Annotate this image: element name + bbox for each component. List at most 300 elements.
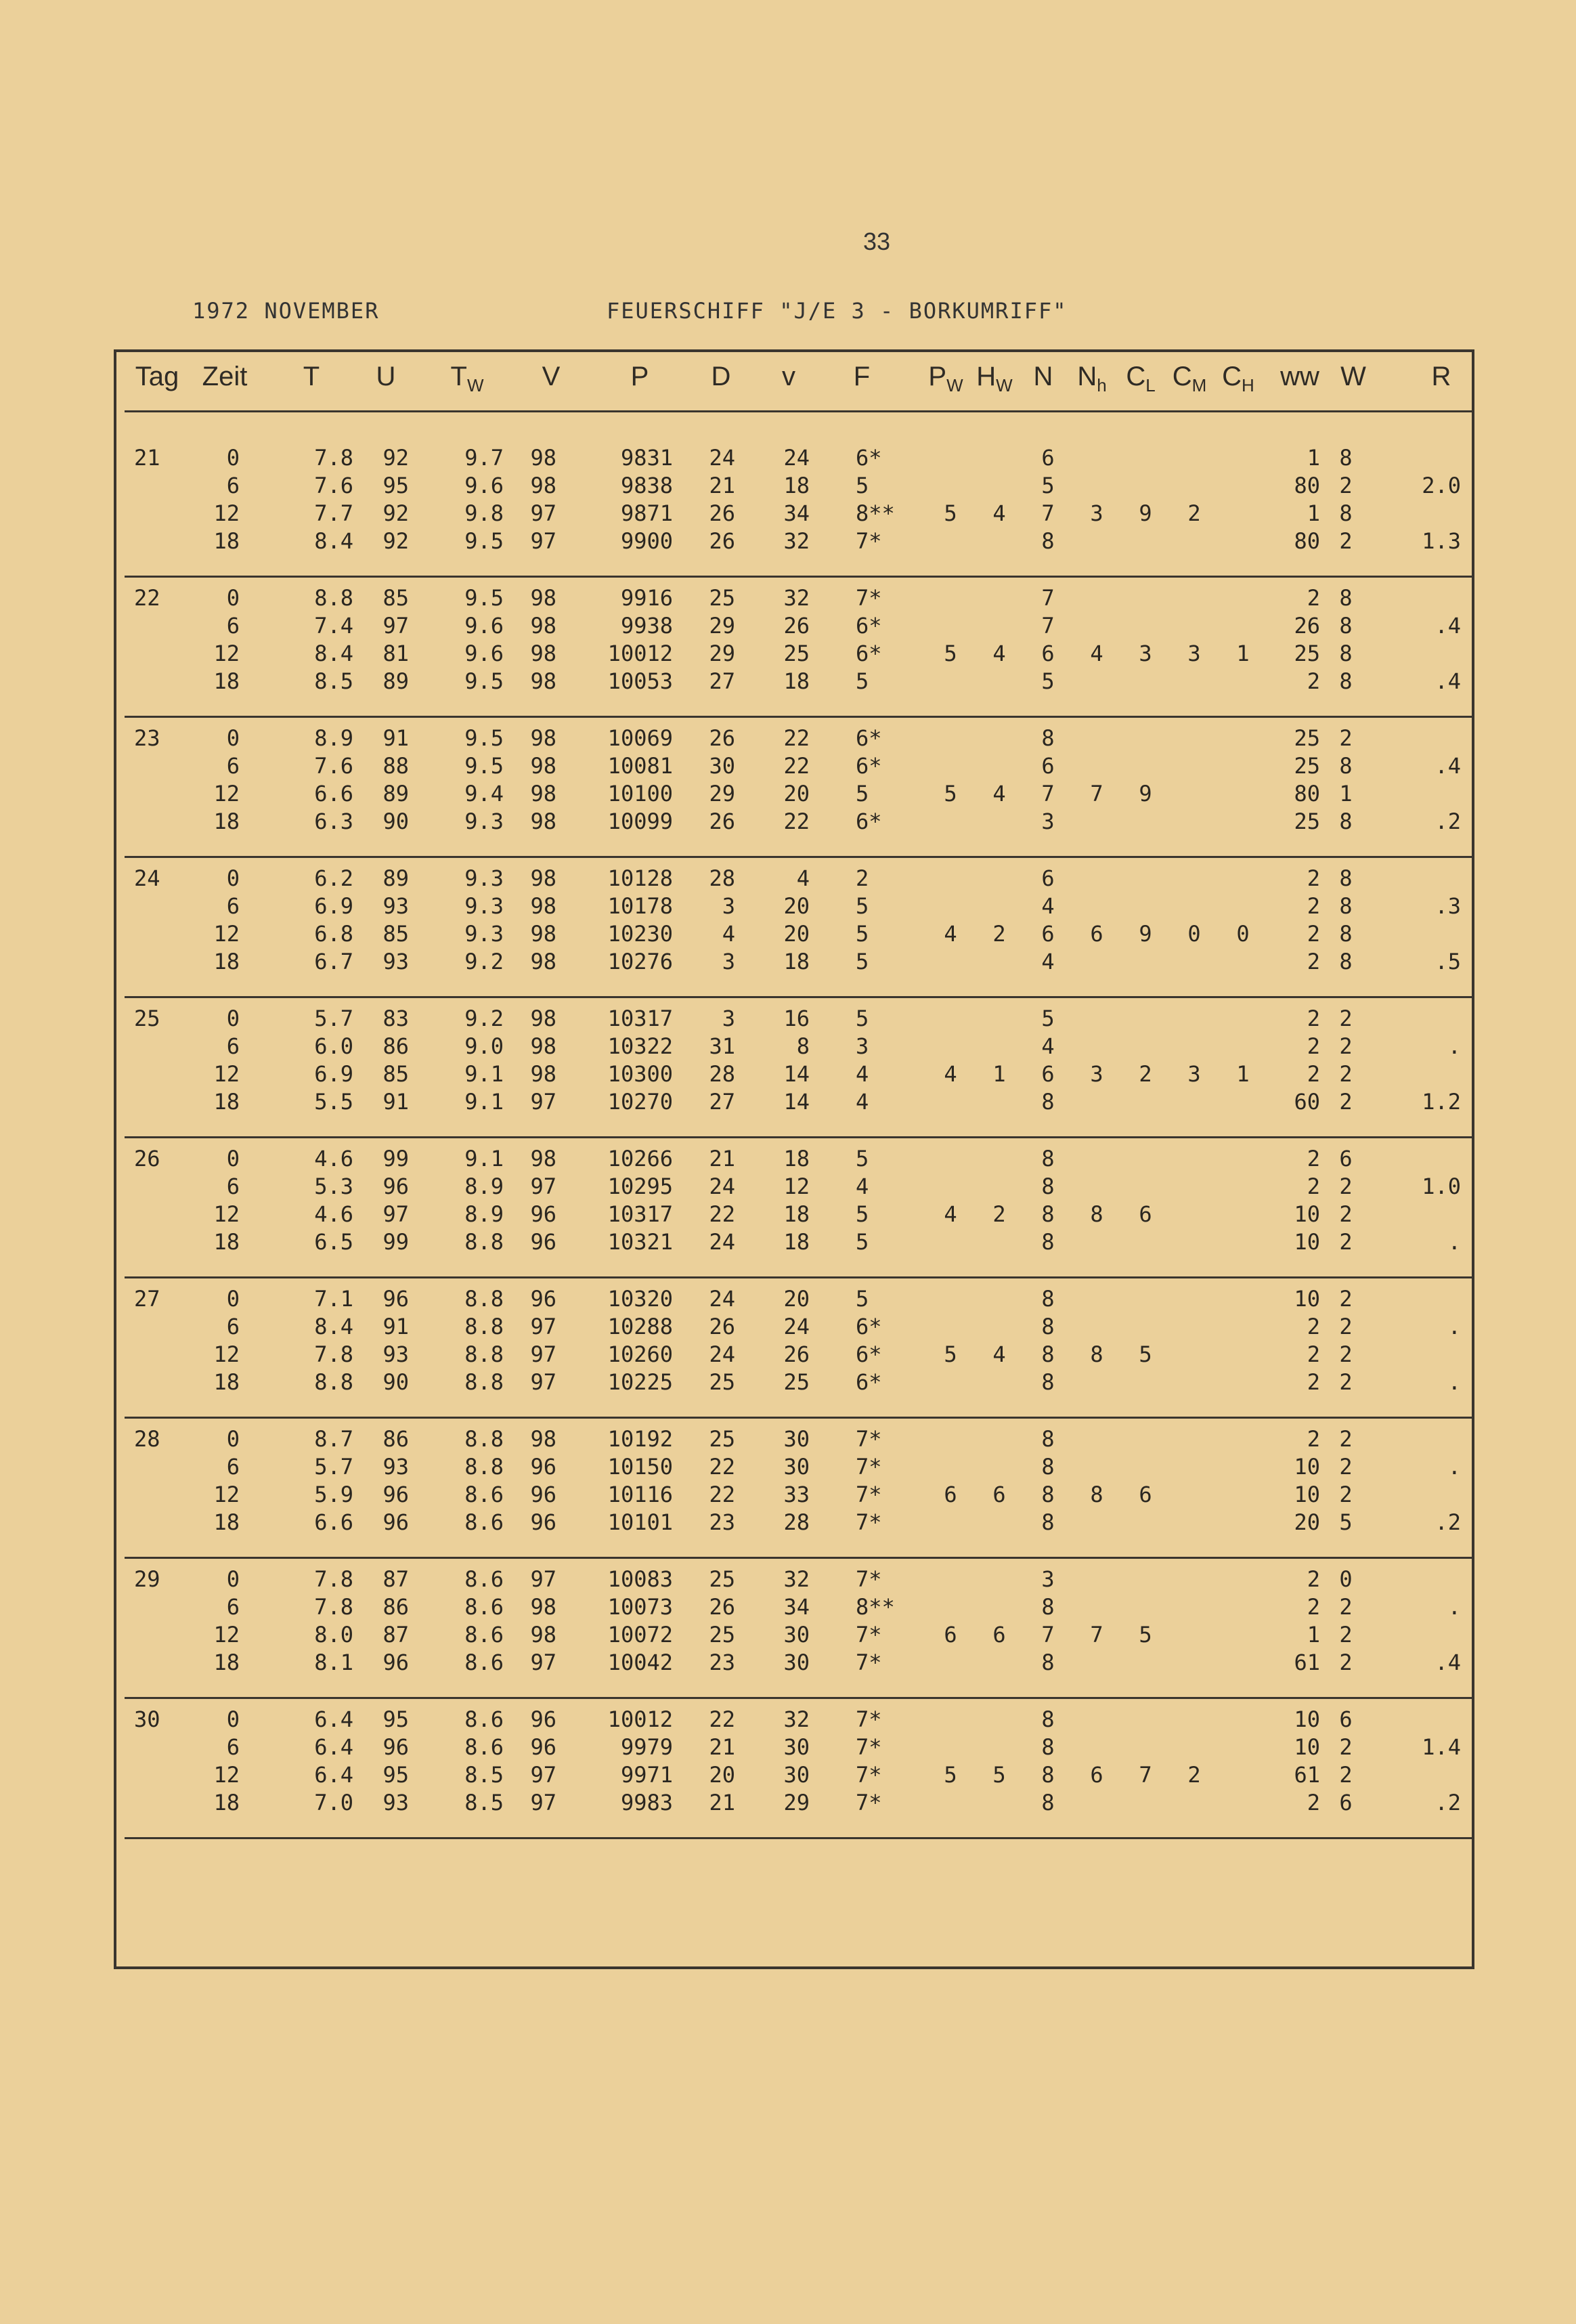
column-header-cl: $C_L$ (1126, 362, 1156, 395)
cell-w: 8 (1339, 865, 1353, 891)
cell-ww: 2 (1307, 1341, 1320, 1367)
cell-vv: 4 (796, 865, 810, 891)
cell-r: . (1447, 1369, 1461, 1395)
cell-p: 10288 (607, 1314, 673, 1339)
cell-v: 98 (530, 1594, 556, 1620)
cell-zeit: 6 (226, 1033, 240, 1059)
cell-ww: 2 (1307, 1594, 1320, 1620)
table-row (125, 752, 1474, 780)
cell-u: 96 (382, 1174, 409, 1199)
cell-t: 6.9 (314, 893, 353, 919)
cell-d: 31 (709, 1033, 735, 1059)
cell-ww: 1 (1307, 1622, 1320, 1648)
cell-u: 86 (382, 1426, 409, 1452)
cell-v: 98 (530, 1622, 556, 1648)
cell-p: 9971 (620, 1762, 673, 1788)
cell-tw: 9.2 (464, 1006, 504, 1031)
cell-p: 10321 (607, 1229, 673, 1255)
cell-r: . (1447, 1314, 1461, 1339)
cell-v: 98 (530, 668, 556, 694)
cell-tw: 8.8 (464, 1454, 504, 1480)
cell-ww: 80 (1294, 528, 1320, 554)
cell-tw: 9.5 (464, 585, 504, 611)
cell-w: 1 (1339, 781, 1353, 806)
cell-zeit: 0 (226, 1706, 240, 1732)
cell-ww: 10 (1294, 1482, 1320, 1507)
cell-w: 6 (1339, 1146, 1353, 1171)
cell-f: 7* (856, 585, 882, 611)
cell-f: 5 (856, 949, 869, 974)
table-row (125, 920, 1474, 948)
cell-vv: 34 (783, 1594, 810, 1620)
cell-w: 2 (1339, 1650, 1353, 1675)
cell-zeit: 12 (213, 1622, 240, 1648)
cell-vv: 22 (783, 725, 810, 751)
cell-u: 86 (382, 1594, 409, 1620)
cell-d: 22 (709, 1201, 735, 1227)
cell-r: .4 (1435, 668, 1461, 694)
cell-vv: 30 (783, 1762, 810, 1788)
cell-zeit: 6 (226, 473, 240, 498)
cell-t: 7.8 (314, 1341, 353, 1367)
cell-cl: 9 (1139, 500, 1152, 526)
cell-v: 96 (530, 1454, 556, 1480)
cell-u: 96 (382, 1482, 409, 1507)
cell-w: 8 (1339, 641, 1353, 666)
cell-zeit: 18 (213, 1509, 240, 1535)
cell-w: 5 (1339, 1509, 1353, 1535)
cell-tw: 8.6 (464, 1622, 504, 1648)
cell-w: 0 (1339, 1566, 1353, 1592)
cell-v: 98 (530, 473, 556, 498)
cell-t: 8.4 (314, 528, 353, 554)
cell-f: 7* (856, 1706, 882, 1732)
cell-p: 10276 (607, 949, 673, 974)
cell-pw: 6 (944, 1622, 957, 1648)
cell-v: 97 (530, 1174, 556, 1199)
cell-p: 9916 (620, 585, 673, 611)
cell-f: 8** (856, 1594, 895, 1620)
cell-n: 6 (1041, 1061, 1055, 1087)
cell-w: 8 (1339, 809, 1353, 834)
cell-t: 6.0 (314, 1033, 353, 1059)
cell-w: 2 (1339, 1622, 1353, 1648)
cell-zeit: 18 (213, 949, 240, 974)
cell-p: 10081 (607, 753, 673, 779)
cell-n: 6 (1041, 753, 1055, 779)
cell-p: 10322 (607, 1033, 673, 1059)
cell-vv: 25 (783, 1369, 810, 1395)
cell-u: 93 (382, 949, 409, 974)
table-row (125, 1145, 1474, 1173)
cell-p: 10295 (607, 1174, 673, 1199)
cell-tw: 9.2 (464, 949, 504, 974)
cell-d: 23 (709, 1650, 735, 1675)
cell-ww: 2 (1307, 668, 1320, 694)
cell-u: 91 (382, 1089, 409, 1115)
cell-u: 85 (382, 921, 409, 947)
cell-vv: 28 (783, 1509, 810, 1535)
cell-v: 98 (530, 949, 556, 974)
cell-ww: 10 (1294, 1229, 1320, 1255)
cell-w: 2 (1339, 1089, 1353, 1115)
cell-t: 6.9 (314, 1061, 353, 1087)
cell-u: 92 (382, 445, 409, 471)
cell-ww: 2 (1307, 1566, 1320, 1592)
cell-v: 98 (530, 641, 556, 666)
table-row (125, 612, 1474, 640)
cell-p: 10012 (607, 641, 673, 666)
column-header-ww: ww (1280, 362, 1319, 391)
column-header-zeit: Zeit (202, 362, 248, 391)
table-row (125, 1201, 1474, 1228)
cell-f: 5 (856, 668, 869, 694)
cell-zeit: 6 (226, 613, 240, 639)
cell-w: 2 (1339, 473, 1353, 498)
cell-u: 85 (382, 585, 409, 611)
cell-f: 5 (856, 473, 869, 498)
cell-vv: 20 (783, 893, 810, 919)
cell-f: 7* (856, 1622, 882, 1648)
cell-d: 29 (709, 781, 735, 806)
cell-u: 88 (382, 753, 409, 779)
day-group-22 (125, 578, 1474, 718)
cell-v: 96 (530, 1286, 556, 1312)
cell-t: 7.1 (314, 1286, 353, 1312)
column-header-ch: $C_H$ (1222, 362, 1254, 395)
cell-n: 8 (1041, 1650, 1055, 1675)
cell-p: 10270 (607, 1089, 673, 1115)
cell-t: 4.6 (314, 1146, 353, 1171)
cell-n: 8 (1041, 1482, 1055, 1507)
cell-u: 81 (382, 641, 409, 666)
cell-d: 21 (709, 1734, 735, 1760)
cell-vv: 32 (783, 1566, 810, 1592)
table-row (125, 1285, 1474, 1313)
cell-n: 8 (1041, 1174, 1055, 1199)
cell-p: 9838 (620, 473, 673, 498)
cell-vv: 14 (783, 1089, 810, 1115)
cell-p: 10083 (607, 1566, 673, 1592)
cell-vv: 26 (783, 1341, 810, 1367)
cell-zeit: 0 (226, 1566, 240, 1592)
cell-u: 91 (382, 725, 409, 751)
cell-w: 2 (1339, 1426, 1353, 1452)
cell-r: 1.0 (1422, 1174, 1461, 1199)
cell-day: 23 (134, 725, 160, 751)
cell-w: 2 (1339, 1033, 1353, 1059)
column-header-pw: $P_W$ (928, 362, 963, 395)
cell-zeit: 6 (226, 1594, 240, 1620)
cell-nh: 7 (1090, 1622, 1103, 1648)
cell-w: 2 (1339, 1369, 1353, 1395)
cell-cl: 9 (1139, 921, 1152, 947)
cell-ww: 2 (1307, 585, 1320, 611)
table-row (125, 1425, 1474, 1453)
cell-w: 2 (1339, 1482, 1353, 1507)
column-header-f: F (853, 362, 871, 391)
cell-f: 5 (856, 1006, 869, 1031)
cell-u: 96 (382, 1650, 409, 1675)
cell-t: 6.4 (314, 1734, 353, 1760)
cell-ww: 25 (1294, 809, 1320, 834)
cell-u: 89 (382, 668, 409, 694)
cell-cl: 2 (1139, 1061, 1152, 1087)
cell-t: 6.3 (314, 809, 353, 834)
table-row (125, 1649, 1474, 1677)
table-row (125, 500, 1474, 528)
cell-n: 5 (1041, 668, 1055, 694)
cell-zeit: 6 (226, 1174, 240, 1199)
cell-t: 8.8 (314, 1369, 353, 1395)
cell-r: .2 (1435, 1790, 1461, 1815)
cell-zeit: 18 (213, 809, 240, 834)
cell-vv: 20 (783, 781, 810, 806)
cell-f: 7* (856, 1482, 882, 1507)
day-separator (125, 1837, 1474, 1839)
cell-nh: 4 (1090, 641, 1103, 666)
cell-d: 3 (722, 893, 735, 919)
cell-tw: 9.5 (464, 528, 504, 554)
cell-u: 86 (382, 1033, 409, 1059)
cell-tw: 8.6 (464, 1734, 504, 1760)
cell-vv: 18 (783, 949, 810, 974)
cell-ww: 2 (1307, 921, 1320, 947)
cell-tw: 8.8 (464, 1286, 504, 1312)
cell-cm: 0 (1187, 921, 1201, 947)
cell-zeit: 12 (213, 641, 240, 666)
cell-day: 27 (134, 1286, 160, 1312)
cell-d: 26 (709, 809, 735, 834)
cell-u: 93 (382, 1341, 409, 1367)
cell-r: 1.3 (1422, 528, 1461, 554)
cell-v: 98 (530, 753, 556, 779)
cell-r: .5 (1435, 949, 1461, 974)
cell-v: 98 (530, 585, 556, 611)
cell-tw: 9.0 (464, 1033, 504, 1059)
cell-u: 89 (382, 781, 409, 806)
cell-vv: 20 (783, 1286, 810, 1312)
column-header-p: P (630, 362, 649, 391)
cell-pw: 5 (944, 781, 957, 806)
cell-v: 98 (530, 865, 556, 891)
cell-d: 25 (709, 1566, 735, 1592)
cell-d: 26 (709, 500, 735, 526)
cell-v: 97 (530, 1650, 556, 1675)
cell-d: 25 (709, 1622, 735, 1648)
cell-n: 5 (1041, 1006, 1055, 1031)
cell-d: 24 (709, 1341, 735, 1367)
cell-d: 4 (722, 921, 735, 947)
cell-t: 8.9 (314, 725, 353, 751)
day-group-28 (125, 1419, 1474, 1559)
cell-r: 1.2 (1422, 1089, 1461, 1115)
cell-hw: 6 (992, 1482, 1006, 1507)
cell-ww: 80 (1294, 473, 1320, 498)
cell-zeit: 0 (226, 1146, 240, 1171)
cell-cm: 3 (1187, 1061, 1201, 1087)
cell-t: 5.9 (314, 1482, 353, 1507)
cell-f: 7* (856, 1790, 882, 1815)
cell-t: 4.6 (314, 1201, 353, 1227)
cell-t: 7.0 (314, 1790, 353, 1815)
cell-r: . (1447, 1229, 1461, 1255)
cell-t: 6.7 (314, 949, 353, 974)
cell-p: 9983 (620, 1790, 673, 1815)
cell-tw: 8.6 (464, 1566, 504, 1592)
cell-ww: 2 (1307, 1006, 1320, 1031)
cell-f: 6* (856, 445, 882, 471)
cell-n: 8 (1041, 1201, 1055, 1227)
cell-day: 22 (134, 585, 160, 611)
cell-vv: 18 (783, 668, 810, 694)
cell-r: .3 (1435, 893, 1461, 919)
table-row (125, 444, 1474, 472)
cell-f: 6* (856, 613, 882, 639)
cell-pw: 6 (944, 1482, 957, 1507)
cell-ww: 1 (1307, 445, 1320, 471)
cell-t: 8.5 (314, 668, 353, 694)
cell-n: 8 (1041, 1426, 1055, 1452)
cell-u: 96 (382, 1734, 409, 1760)
cell-d: 21 (709, 1790, 735, 1815)
cell-w: 8 (1339, 613, 1353, 639)
cell-v: 97 (530, 1566, 556, 1592)
cell-f: 5 (856, 781, 869, 806)
cell-ww: 2 (1307, 1174, 1320, 1199)
cell-v: 98 (530, 1006, 556, 1031)
cell-tw: 9.7 (464, 445, 504, 471)
column-header-day: Tag (135, 362, 179, 391)
cell-v: 98 (530, 921, 556, 947)
cell-v: 96 (530, 1201, 556, 1227)
table-row (125, 948, 1474, 976)
cell-day: 21 (134, 445, 160, 471)
column-header-u: U (376, 362, 396, 391)
cell-tw: 9.8 (464, 500, 504, 526)
cell-vv: 20 (783, 921, 810, 947)
cell-f: 5 (856, 921, 869, 947)
cell-f: 4 (856, 1089, 869, 1115)
cell-u: 87 (382, 1622, 409, 1648)
cell-day: 25 (134, 1006, 160, 1031)
cell-w: 2 (1339, 1061, 1353, 1087)
cell-p: 10116 (607, 1482, 673, 1507)
cell-v: 98 (530, 613, 556, 639)
cell-t: 8.4 (314, 641, 353, 666)
cell-n: 5 (1041, 473, 1055, 498)
cell-p: 10150 (607, 1454, 673, 1480)
cell-ww: 20 (1294, 1509, 1320, 1535)
page-number: 33 (862, 228, 891, 255)
column-header-v: V (542, 362, 561, 391)
cell-w: 2 (1339, 1314, 1353, 1339)
cell-n: 4 (1041, 1033, 1055, 1059)
cell-ch: 1 (1236, 641, 1250, 666)
cell-w: 2 (1339, 1229, 1353, 1255)
cell-w: 2 (1339, 1594, 1353, 1620)
cell-tw: 9.3 (464, 809, 504, 834)
cell-nh: 6 (1090, 921, 1103, 947)
header-station: FEUERSCHIFF "J/E 3 - BORKUMRIFF" (607, 298, 1068, 324)
day-group-25 (125, 998, 1474, 1138)
cell-pw: 5 (944, 1341, 957, 1367)
cell-v: 97 (530, 1762, 556, 1788)
cell-cl: 7 (1139, 1762, 1152, 1788)
cell-n: 8 (1041, 1454, 1055, 1480)
cell-u: 95 (382, 1762, 409, 1788)
cell-u: 99 (382, 1146, 409, 1171)
cell-p: 10072 (607, 1622, 673, 1648)
cell-d: 24 (709, 1174, 735, 1199)
cell-p: 10012 (607, 1706, 673, 1732)
cell-tw: 9.6 (464, 613, 504, 639)
cell-p: 9871 (620, 500, 673, 526)
cell-v: 96 (530, 1509, 556, 1535)
cell-t: 7.6 (314, 753, 353, 779)
cell-v: 97 (530, 1790, 556, 1815)
cell-cm: 2 (1187, 1762, 1201, 1788)
cell-n: 6 (1041, 921, 1055, 947)
cell-cl: 5 (1139, 1341, 1152, 1367)
cell-r: .4 (1435, 753, 1461, 779)
cell-d: 26 (709, 1314, 735, 1339)
table-row (125, 1005, 1474, 1033)
cell-ww: 2 (1307, 1033, 1320, 1059)
cell-v: 97 (530, 1341, 556, 1367)
cell-w: 2 (1339, 1454, 1353, 1480)
cell-n: 6 (1041, 445, 1055, 471)
cell-u: 93 (382, 1454, 409, 1480)
cell-v: 96 (530, 1482, 556, 1507)
table-row (125, 1369, 1474, 1396)
cell-pw: 5 (944, 641, 957, 666)
day-group-30 (125, 1699, 1474, 1839)
cell-hw: 4 (992, 781, 1006, 806)
cell-p: 10069 (607, 725, 673, 751)
cell-zeit: 18 (213, 1790, 240, 1815)
table-row (125, 1621, 1474, 1649)
column-header-r: R (1431, 362, 1451, 391)
cell-p: 10100 (607, 781, 673, 806)
cell-f: 6* (856, 641, 882, 666)
cell-d: 28 (709, 1061, 735, 1087)
cell-tw: 8.6 (464, 1482, 504, 1507)
cell-u: 87 (382, 1566, 409, 1592)
cell-ww: 61 (1294, 1650, 1320, 1675)
cell-zeit: 0 (226, 1426, 240, 1452)
cell-u: 92 (382, 500, 409, 526)
cell-day: 29 (134, 1566, 160, 1592)
column-header-vv: v (782, 362, 795, 391)
cell-ww: 2 (1307, 949, 1320, 974)
cell-vv: 8 (796, 1033, 810, 1059)
cell-f: 6* (856, 809, 882, 834)
cell-d: 21 (709, 473, 735, 498)
cell-vv: 18 (783, 473, 810, 498)
cell-tw: 8.5 (464, 1790, 504, 1815)
cell-t: 5.7 (314, 1006, 353, 1031)
cell-zeit: 12 (213, 500, 240, 526)
cell-u: 97 (382, 613, 409, 639)
cell-f: 7* (856, 1734, 882, 1760)
cell-tw: 9.3 (464, 921, 504, 947)
cell-nh: 7 (1090, 781, 1103, 806)
cell-pw: 5 (944, 1762, 957, 1788)
cell-n: 6 (1041, 865, 1055, 891)
cell-tw: 8.8 (464, 1426, 504, 1452)
cell-t: 7.4 (314, 613, 353, 639)
